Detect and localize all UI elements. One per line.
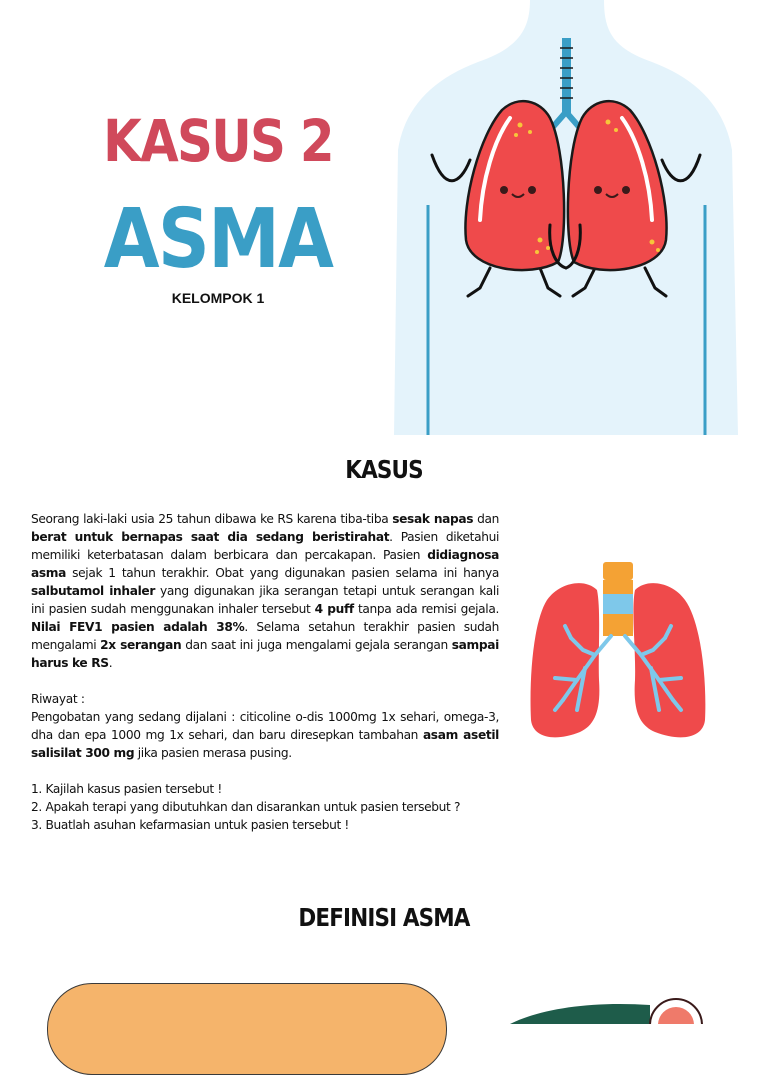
body-text: dan saat ini juga mengalami gejala serangan [181,638,452,652]
body-text: Seorang laki-laki usia 25 tahun dibawa ke RS karena tiba-tiba [31,512,393,526]
history-label: Riwayat : [31,692,85,706]
body-text: Pengobatan yang sedang dijalani : citicoline o-dis 1000mg 1x sehari, omega-3, dha dan epa 1000 mg 1x sehari, dan baru diresepkan tambahan [31,710,499,742]
emphasis-text: salbutamol inhaler [31,584,155,598]
lungs-bronchi-illustration [525,560,715,745]
body-text: . [108,656,113,670]
group-label: KELOMPOK 1 [171,290,265,306]
case-paragraph [31,510,499,672]
history-paragraph [31,708,499,762]
body-text: yang digunakan jika serangan tetapi untuk serangan kali ini pasien sudah menggunakan inhaler tersebut [31,584,499,616]
title-kasus: KASUS 2 [103,107,333,175]
emphasis-text: 4 puff [314,602,354,616]
body-text: . Selama setahun terakhir pasien sudah mengalami [31,620,499,652]
question-item: 2. Apakah terapi yang dibutuhkan dan disarankan untuk pasien tersebut ? [31,800,461,814]
emphasis-text: sampai harus ke RS [31,638,499,670]
emphasis-text: sesak napas [392,512,474,526]
emphasis-text: didiagnosa asma [31,548,499,580]
body-text: tanpa ada remisi gejala. [353,602,499,616]
case-heading: KASUS [345,455,423,484]
emphasis-text: asam asetil salisilat 300 mg [31,728,499,760]
body-text: jika pasien merasa pusing. [134,746,292,760]
emphasis-text: 2x serangan [100,638,182,652]
definition-box [47,983,447,1075]
question-item: 1. Kajilah kasus pasien tersebut ! [31,782,222,796]
question-item: 3. Buatlah asuhan kefarmasian untuk pasien tersebut ! [31,818,349,832]
cartoon-lungs-illustration [390,0,740,435]
emphasis-text: Nilai FEV1 pasien adalah 38% [31,620,245,634]
green-leaf-decoration [500,995,720,1024]
case-description [31,510,499,834]
body-text: . Pasien diketahui memiliki keterbatasan dalam berbicara dan percakapan. Pasien [31,530,499,562]
title-asma: ASMA [103,192,333,287]
definition-heading: DEFINISI ASMA [298,903,470,932]
emphasis-text: berat untuk bernapas saat dia sedang beristirahat [31,530,390,544]
body-text: sejak 1 tahun terakhir. Obat yang digunakan pasien selama ini hanya [66,566,499,580]
body-text: dan [473,512,499,526]
